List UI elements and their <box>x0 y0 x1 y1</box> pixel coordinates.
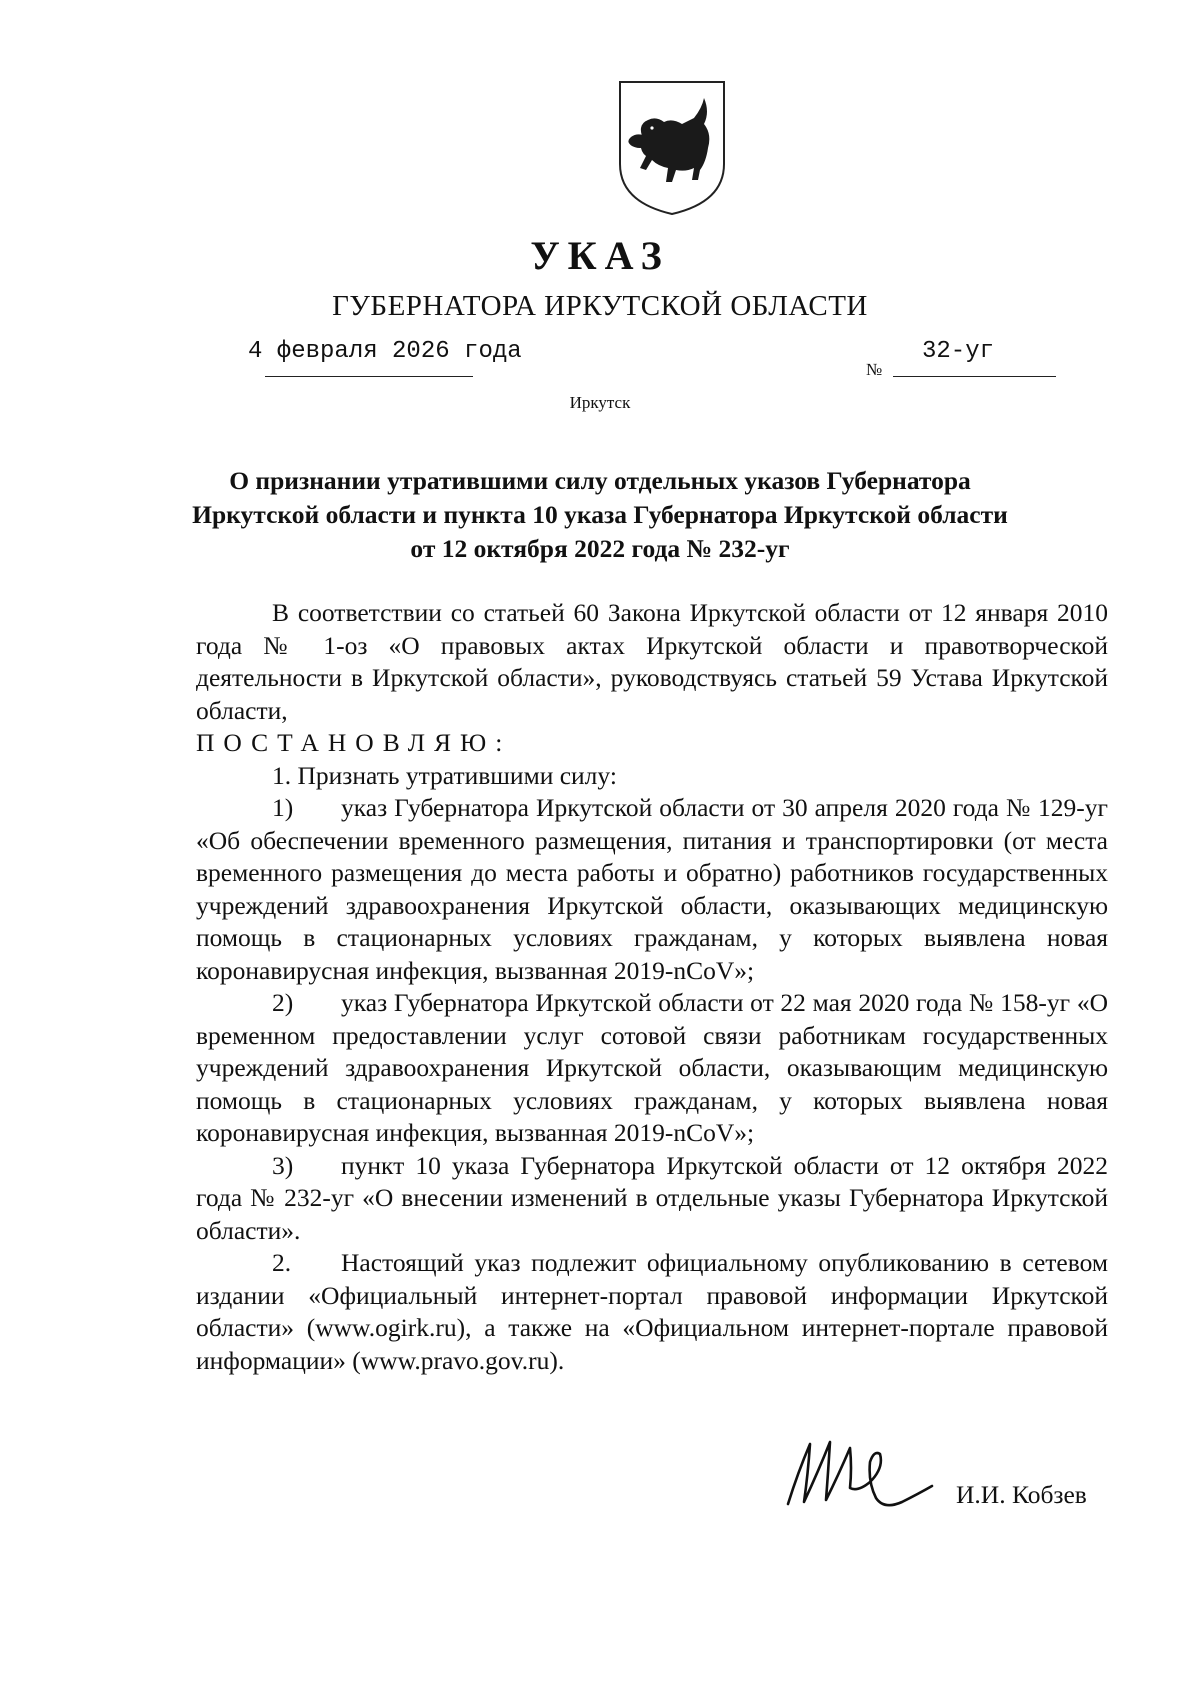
subitem-1-label: 1) <box>272 793 294 822</box>
coat-of-arms-icon <box>612 78 732 218</box>
decree-heading <box>150 464 1050 566</box>
subitem-2-text: указ Губернатора Иркутской области от 22 мая 2020 года № 158-уг «О временном предоставлении услуг сотовой связи работникам государственных учреждений здравоохранения Иркутской области, оказывающим медицинскую помощь в стационарных условиях гражданам, у которых выявлена новая коронавирусная инфекция, вызванная 2019-nCoV»; <box>196 988 1108 1147</box>
item-1-intro: 1. Признать утратившими силу: <box>272 760 617 790</box>
subitem-3-label: 3) <box>272 1150 294 1180</box>
decree-number: 32-уг <box>922 338 995 365</box>
decree-date: 4 февраля 2026 года <box>248 338 522 365</box>
date-underline <box>265 376 473 377</box>
item-2 <box>196 1247 1108 1377</box>
issuer-title: ГУБЕРНАТОРА ИРКУТСКОЙ ОБЛАСТИ <box>332 290 868 322</box>
heading-line: О признании утратившими силу отдельных указов Губернатора <box>229 466 971 495</box>
item-2-label: 2. <box>272 1248 292 1277</box>
subitem-1-text: указ Губернатора Иркутской области от 30 апреля 2020 года № 129-уг «Об обеспечении временного размещения, питания и транспортировки (от места временного размещения до места работы и обратно) работников государственных учреждений здравоохранения Иркутской области, оказывающих медицинскую помощь в стационарных условиях гражданам, у которых выявлена новая коронавирусная инфекция, вызванная 2019-nCoV»; <box>196 793 1108 985</box>
heading-line: от 12 октября 2022 года № 232-уг <box>410 534 790 563</box>
document-type: УКАЗ <box>530 233 670 278</box>
issue-city: Иркутск <box>569 393 631 412</box>
subitem-2 <box>196 987 1108 1150</box>
subitem-1 <box>196 792 1108 987</box>
signer-name: И.И. Кобзев <box>956 1480 1087 1509</box>
item-2-text: Настоящий указ подлежит официальному опубликованию в сетевом издании «Официальный интернет-портал правовой информации Иркутской области» (www.ogirk.ru), а также на «Официальном интернет-портале правовой информации» (www.pravo.gov.ru). <box>196 1248 1108 1375</box>
number-sign: № <box>866 360 883 379</box>
subitem-3 <box>196 1150 1108 1248</box>
number-underline <box>893 376 1056 377</box>
subitem-3-text: пункт 10 указа Губернатора Иркутской области от 12 октября 2022 года № 232-уг «О внесении изменений в отдельные указы Губернатора Иркутской области». <box>196 1150 1108 1245</box>
subitem-2-label: 2) <box>272 988 294 1017</box>
handwritten-signature <box>780 1432 940 1522</box>
heading-line: Иркутской области и пункта 10 указа Губернатора Иркутской области <box>192 500 1008 529</box>
resolve-word: ПОСТАНОВЛЯЮ: <box>196 728 512 757</box>
decree-body <box>196 597 1108 1377</box>
preamble-paragraph: В соответствии со статьей 60 Закона Иркутской области от 12 января 2010 года № 1-оз «О правовых актах Иркутской области и правотворческой деятельности в Иркутской области», руководствуясь статьей 59 Устава Иркутской области, <box>196 598 1108 725</box>
